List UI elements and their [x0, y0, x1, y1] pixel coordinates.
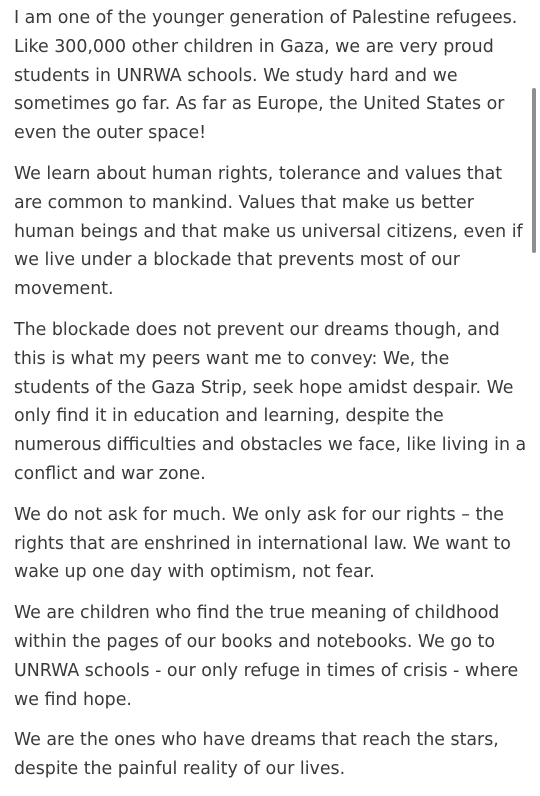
paragraph-3: The blockade does not prevent our dreams though, and this is what my peers want me to convey: We, the students of the Gaza Strip, seek hope amidst despair. We only find it in education and learning, despite the numerous difficulties and obstacles we face, like living in a conflict and war zone. [14, 319, 527, 484]
paragraph-6: We are the ones who have dreams that reach the stars, despite the painful reality of our lives. [14, 730, 499, 780]
paragraph-5: We are children who find the true meaning of childhood within the pages of our books and notebooks. We go to UNRWA schools - our only refuge in times of crisis - where we find hope. [14, 603, 519, 710]
vertical-scrollbar[interactable] [532, 88, 536, 253]
paragraph-1: I am one of the younger generation of Palestine refugees. Like 300,000 other children in Gaza, we are very proud students in UNRWA schools. We study hard and we sometimes go far. As far as Europe, the United States or even the outer space! [14, 8, 518, 144]
article-body [14, 4, 530, 796]
paragraph-4: We do not ask for much. We only ask for our rights – the rights that are enshrined in international law. We want to wake up one day with optimism, not fear. [14, 504, 511, 583]
paragraph-2: We learn about human rights, tolerance and values that are common to mankind. Values that make us better human beings and that make us universal citizens, even if we live under a blockade that prevents most of our movement. [14, 163, 523, 300]
